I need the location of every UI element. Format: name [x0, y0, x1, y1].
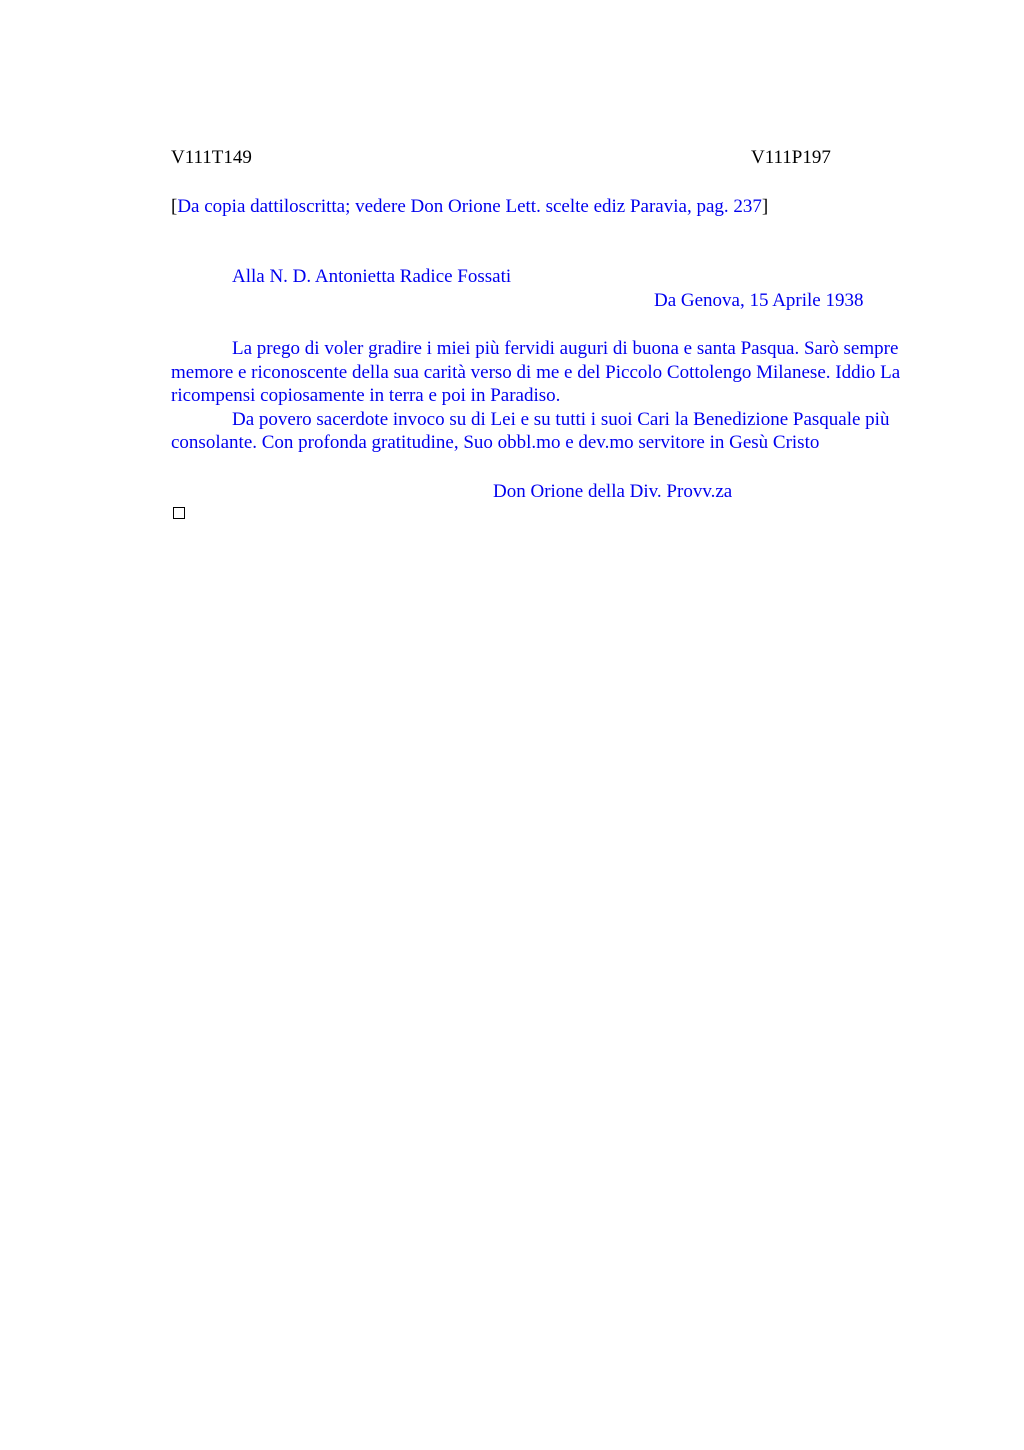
letter-recipient: Alla N. D. Antonietta Radice Fossati	[232, 266, 512, 287]
source-note	[171, 195, 768, 219]
empty-square-icon	[173, 507, 185, 519]
document-ref-right: V111P197	[751, 147, 831, 168]
letter-body	[171, 337, 919, 455]
source-note-close-bracket: ]	[761, 196, 769, 217]
letter-signature: Don Orione della Div. Provv.za	[493, 481, 733, 502]
document-ref-left: V111T149	[171, 147, 252, 168]
letter-paragraph: Da povero sacerdote invoco su di Lei e su tutti i suoi Cari la Benedizione Pasquale più consolante. Con profonda gratitudine, Suo obbl.mo e dev.mo servitore in Gesù Cristo	[171, 408, 890, 453]
letter-place-date: Da Genova, 15 Aprile 1938	[654, 290, 864, 311]
letter-paragraph: La prego di voler gradire i miei più fervidi auguri di buona e santa Pasqua. Sarò sempre memore e riconoscente della sua carità verso di me e del Piccolo Cottolengo Milanese. Iddio La ricompensi copiosamente in terra e poi in Paradiso.	[171, 338, 901, 406]
source-note-text: Da copia dattiloscritta; vedere Don Orione Lett. scelte ediz Paravia, pag. 237	[177, 196, 762, 217]
source-note-open-bracket: [	[171, 196, 178, 217]
